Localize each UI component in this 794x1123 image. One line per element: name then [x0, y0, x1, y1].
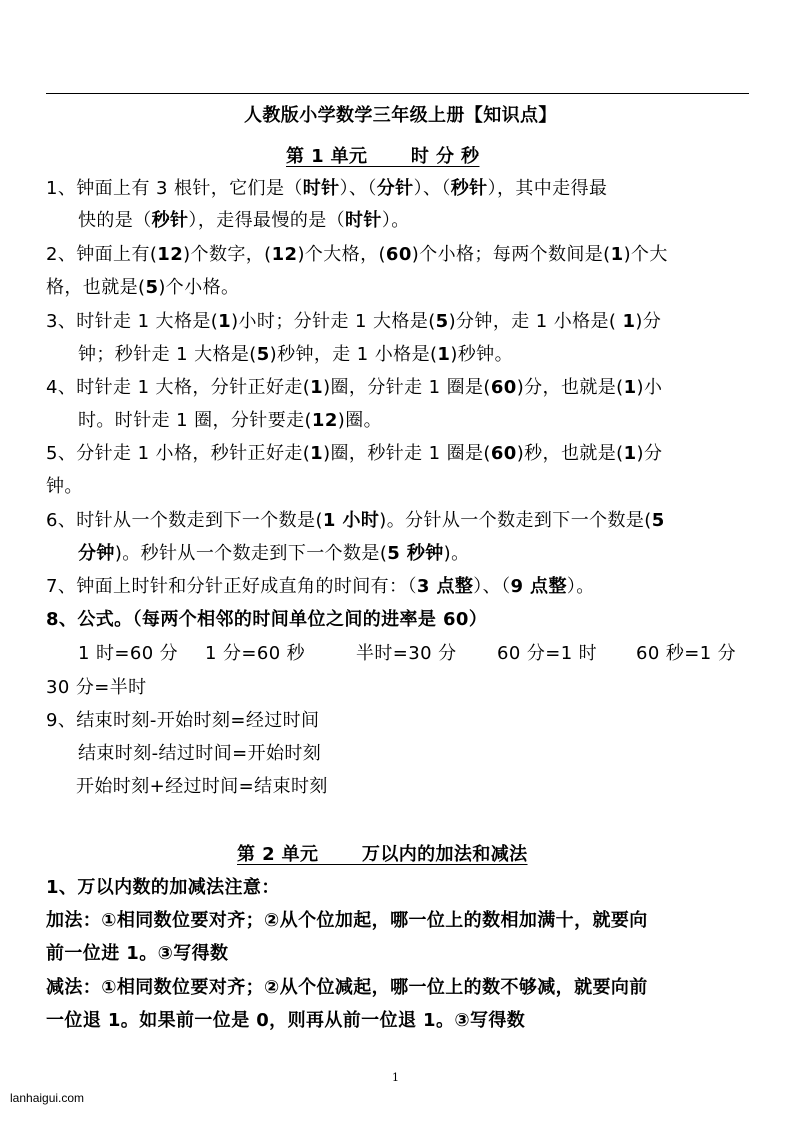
answer: 60	[385, 244, 412, 265]
text: )分钟，走 1 小格是(	[448, 311, 623, 332]
item3-line2	[78, 343, 513, 367]
unit2-heading: 第 2 单元 万以内的加法和减法	[237, 844, 528, 865]
text: 快的是（	[78, 210, 152, 231]
text: )个数字，(	[183, 244, 272, 265]
text: 3、时针走 1 大格是(	[46, 311, 219, 332]
unit2-item1: 1、万以内数的加减法注意：	[46, 877, 280, 898]
item2-line2	[46, 276, 239, 300]
answer: 5	[256, 344, 270, 365]
item9-line2: 结束时刻-结过时间=开始时刻	[78, 743, 322, 764]
answer: 60	[490, 443, 517, 464]
item1-line1	[46, 177, 607, 201]
answer: 5 秒钟	[387, 543, 444, 564]
item8-heading: 8、公式。（每两个相邻的时间单位之间的进率是 60）	[46, 609, 488, 630]
text: )秒，也就是(	[516, 443, 624, 464]
item5-line1	[46, 442, 662, 466]
answer: 秒针	[450, 178, 488, 199]
text: )个大	[623, 244, 668, 265]
text: ）、（	[339, 178, 377, 199]
text: 4、时针走 1 大格，分针正好走(	[46, 377, 311, 398]
formula: 1 分=60 秒	[205, 643, 306, 664]
answer: 分钟	[78, 543, 115, 564]
answer: 时针	[345, 210, 382, 231]
unit1-heading: 第 1 单元 时 分 秒	[286, 146, 480, 167]
formula: 60 秒=1 分	[636, 643, 737, 664]
text: ），其中走得最	[487, 178, 608, 199]
text: )秒钟，走 1 小格是(	[269, 344, 438, 365]
item2-line1	[46, 243, 668, 267]
header-rule	[46, 93, 749, 94]
text: )分，也就是(	[516, 377, 624, 398]
addition-line1: 加法：①相同数位要对齐；②从个位加起，哪一位上的数相加满十，就要向	[46, 910, 648, 931]
answer: 12	[157, 244, 184, 265]
item9-line1: 9、结束时刻-开始时刻=经过时间	[46, 710, 320, 731]
answer: 1	[218, 311, 232, 332]
answer: 3 点整	[416, 576, 474, 597]
document-title: 人教版小学数学三年级上册【知识点】	[244, 105, 557, 126]
text: 钟；秒针走 1 大格是(	[78, 344, 257, 365]
text: )圈，分针走 1 圈是(	[323, 377, 491, 398]
text: ）。	[381, 210, 410, 231]
answer: 1	[310, 377, 324, 398]
text: )分	[635, 311, 662, 332]
text: )圈。	[337, 410, 383, 431]
text: 1、钟面上有 3 根针，它们是（	[46, 178, 303, 199]
item7	[46, 575, 595, 599]
answer: 1	[623, 443, 637, 464]
footer-watermark: lanhaigui.com	[10, 1091, 85, 1105]
formula: 半时=30 分	[356, 643, 457, 664]
text: )个小格。	[158, 277, 240, 298]
item1-line2	[78, 209, 410, 233]
item6-line1	[46, 509, 665, 533]
text: 5、分针走 1 小格，秒针正好走(	[46, 443, 311, 464]
answer: 1	[310, 443, 324, 464]
item9-line3: 开始时刻+经过时间=结束时刻	[76, 776, 328, 797]
answer: 1	[437, 344, 451, 365]
answer: 1	[623, 377, 637, 398]
subtraction-line1: 减法：①相同数位要对齐；②从个位减起，哪一位上的数不够减，就要向前	[46, 977, 648, 998]
item4-line1	[46, 376, 662, 400]
text: )。	[443, 543, 470, 564]
answer: 12	[271, 244, 298, 265]
formula: 60 分=1 时	[497, 643, 598, 664]
answer: 5	[651, 510, 665, 531]
text: )个小格；每两个数间是(	[411, 244, 611, 265]
item3-line1	[46, 310, 661, 334]
text: )个大格，(	[297, 244, 386, 265]
item4-line2	[78, 409, 382, 433]
text: ）。	[566, 576, 595, 597]
answer: 5	[435, 311, 449, 332]
text: )小时；分针走 1 大格是(	[231, 311, 436, 332]
text: ）、（	[413, 178, 451, 199]
text: 6、时针从一个数走到下一个数是(	[46, 510, 323, 531]
formula: 30 分=半时	[46, 677, 147, 698]
answer: 分针	[376, 178, 414, 199]
text: 格，也就是(	[46, 277, 146, 298]
text: )小	[636, 377, 663, 398]
answer: 1 小时	[322, 510, 380, 531]
formula: 1 时=60 分	[78, 643, 179, 664]
text: ）、（	[473, 576, 511, 597]
answer: 5	[145, 277, 159, 298]
answer: 1	[622, 311, 636, 332]
answer: 12	[311, 410, 338, 431]
text: )。秒针从一个数走到下一个数是(	[114, 543, 388, 564]
answer: 1	[610, 244, 624, 265]
text: 时。时针走 1 圈，分针要走(	[78, 410, 312, 431]
item6-line2	[78, 542, 470, 566]
text: )秒钟。	[450, 344, 513, 365]
subtraction-line2: 一位退 1。如果前一位是 0，则再从前一位退 1。③写得数	[46, 1010, 526, 1031]
answer: 秒针	[151, 210, 189, 231]
answer: 9 点整	[510, 576, 567, 597]
text: )。分针从一个数走到下一个数是(	[379, 510, 652, 531]
answer: 时针	[302, 178, 340, 199]
text: 7、钟面上时针和分针正好成直角的时间有：（	[46, 576, 417, 597]
text: 2、钟面上有(	[46, 244, 158, 265]
text: ），走得最慢的是（	[188, 210, 346, 231]
answer: 60	[490, 377, 517, 398]
page-number: 1	[392, 1071, 399, 1084]
item5-line2: 钟。	[46, 476, 83, 497]
text: )圈，秒针走 1 圈是(	[323, 443, 491, 464]
text: )分	[636, 443, 663, 464]
addition-line2: 前一位进 1。③写得数	[46, 943, 229, 964]
